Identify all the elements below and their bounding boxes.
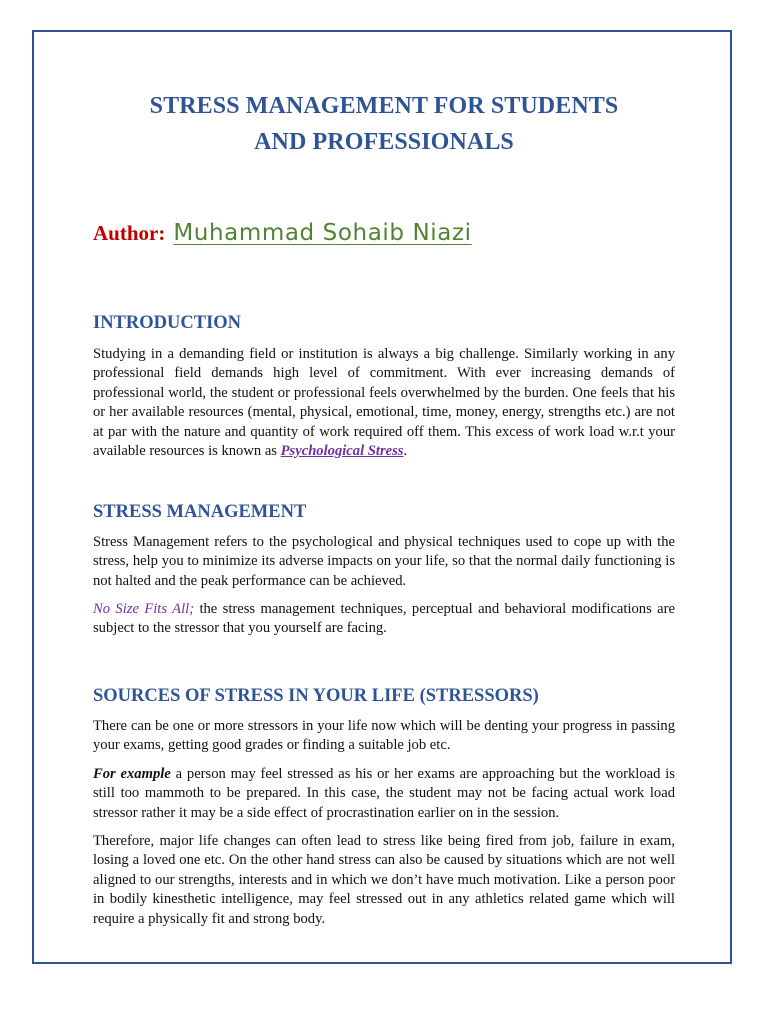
stress-management-heading: STRESS MANAGEMENT <box>93 502 307 522</box>
sources-paragraph-3: Therefore, major life changes can often lead to stress like being fired from job, failure in exam, losing a loved one etc. On the other hand stress can also be caused by situations which are not well aligned to our strengths, interests and in which we don’t have much motivation. Like a person poor in bodily kinesthetic intelligence, may feel stressed out in any athletics related game which will require a physically fit and strong body. <box>93 833 675 927</box>
psychological-stress-link[interactable]: Psychological Stress <box>280 443 404 460</box>
title-line-1: STRESS MANAGEMENT FOR STUDENTS <box>149 93 619 119</box>
sources-paragraph-1: There can be one or more stressors in your life now which will be denting your progress in passing your exams, getting good grades or finding a suitable job etc. <box>93 718 675 754</box>
stress-management-paragraph-2-text: the stress management techniques, perceptual and behavioral modifications are subject to the stressor that you yourself are facing. <box>93 601 675 637</box>
introduction-heading: INTRODUCTION <box>93 313 242 333</box>
page-border <box>32 30 732 964</box>
sources-paragraph-2 <box>93 765 675 823</box>
introduction-paragraph <box>93 345 675 461</box>
author-label: Author: <box>93 221 166 245</box>
stress-management-paragraph-2 <box>93 600 675 639</box>
introduction-text: Studying in a demanding field or institution is always a big challenge. Similarly working in any professional field demands high level of commitment. With ever increasing demands of professional world, the student or professional feels overwhelmed by the burden. One feels that his or her available resources (mental, physical, emotional, time, money, energy, strengths etc.) are not at par with the nature and quantity of work required off them. This excess of work load w.r.t your available resources is known as <box>93 346 675 460</box>
author-name: Muhammad Sohaib Niazi <box>173 220 472 246</box>
document-title <box>60 88 708 160</box>
sources-paragraph-2-text: a person may feel stressed as his or her exams are approaching but the workload is still too mammoth to be prepared. In this case, the student may not be facing actual work load stressor rather it may be a side effect of procrastination earlier on in the session. <box>93 766 675 821</box>
no-size-fits-all-emphasis: No Size Fits All; <box>93 601 195 617</box>
for-example-label: For example <box>93 766 171 782</box>
sources-heading: SOURCES OF STRESS IN YOUR LIFE (STRESSORS) <box>93 686 539 706</box>
author-line <box>93 220 472 256</box>
introduction-text-end: . <box>403 443 408 460</box>
stress-management-paragraph-1: Stress Management refers to the psychological and physical techniques used to cope up with the stress, help you to minimize its adverse impacts on your life, so that the normal daily functioning is not halted and the peak performance can be achieved. <box>93 534 675 589</box>
title-line-2: AND PROFESSIONALS <box>254 129 514 155</box>
